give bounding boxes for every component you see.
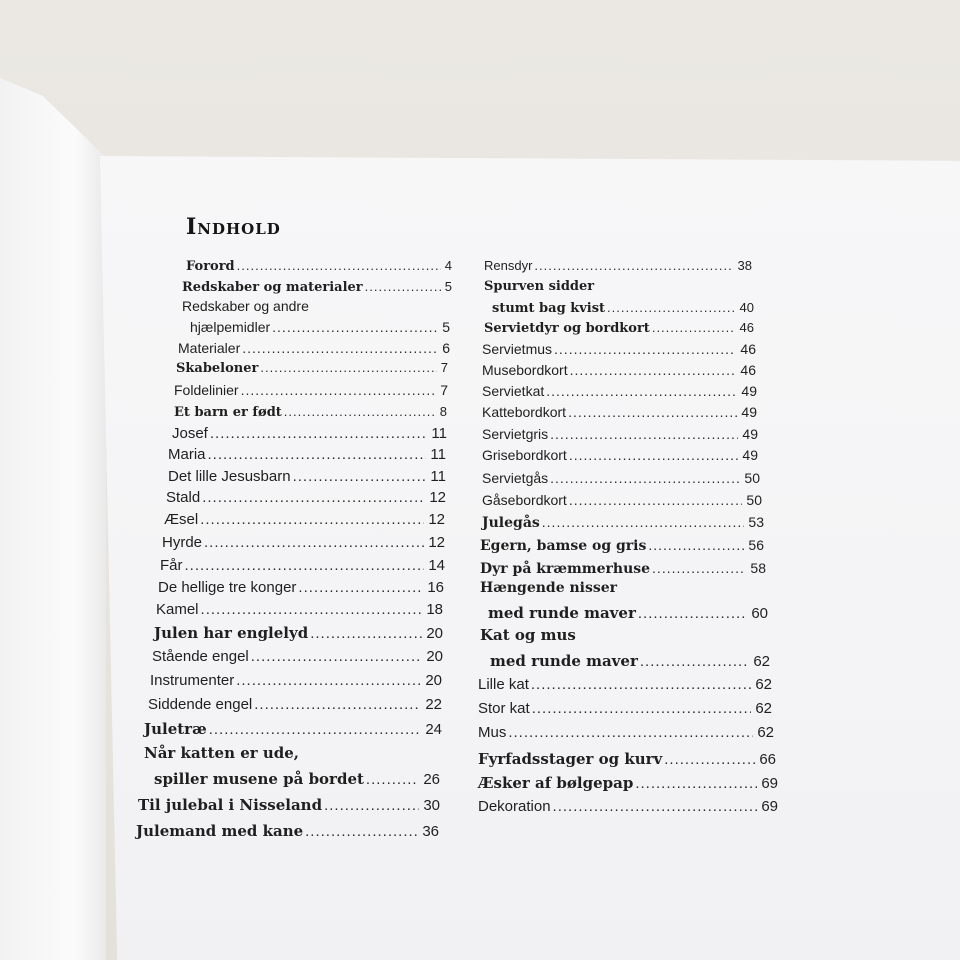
- toc-page-number: 12: [429, 489, 446, 506]
- toc-entry-julega-s: [482, 514, 764, 531]
- toc-page-number: 62: [753, 653, 770, 670]
- toc-page-number: 14: [428, 557, 445, 574]
- toc-entry-dekoration: [478, 798, 778, 815]
- toc-entry-label: Josef: [172, 425, 208, 442]
- toc-dot-leader: [200, 511, 424, 528]
- toc-dot-leader: [204, 534, 424, 551]
- toc-entry-hj-lpemidler: [190, 319, 450, 335]
- toc-entry-foldelinier: [174, 382, 448, 398]
- toc-dot-leader: [210, 425, 428, 442]
- toc-entry-label: Julemand med kane: [136, 822, 304, 840]
- toc-dot-leader: [237, 258, 441, 273]
- toc-dot-leader: [305, 823, 418, 840]
- toc-entry-kamel: [156, 601, 443, 618]
- toc-page-number: 11: [430, 446, 446, 463]
- toc-entry-forord: [186, 258, 452, 274]
- toc-page-number: 7: [440, 382, 448, 398]
- toc-dot-leader: [209, 721, 422, 738]
- toc-entry-label: Hyrde: [162, 534, 203, 551]
- toc-page-number: 50: [744, 470, 760, 486]
- toc-dot-leader: [570, 362, 737, 378]
- toc-page-number: 46: [739, 320, 754, 335]
- toc-entry-label: Materialer: [178, 340, 241, 356]
- toc-entry-stor-kat: [478, 700, 772, 717]
- toc-page-number: 49: [741, 383, 757, 399]
- toc-entry-dyr-pa-kr-mmerhuse: [480, 560, 766, 577]
- toc-entry-label: Juletræ: [144, 720, 207, 738]
- toc-entry-label: Julen har englelyd: [154, 624, 309, 642]
- toc-entry-label: De hellige tre konger: [158, 579, 297, 596]
- toc-entry-de-hellige-tre-konger: [158, 579, 444, 596]
- toc-entry-label: med runde maver: [490, 652, 638, 670]
- toc-page-number: 69: [761, 798, 778, 815]
- toc-entry-label: Stor kat: [478, 700, 530, 717]
- toc-page-number: 8: [439, 404, 447, 419]
- toc-page-number: 12: [428, 511, 445, 528]
- toc-page-number: 6: [442, 340, 450, 356]
- toc-entry-label: Gåsebordkort: [482, 492, 567, 508]
- toc-dot-leader: [569, 492, 743, 508]
- toc-dot-leader: [652, 560, 746, 576]
- toc-page-number: 4: [444, 258, 452, 273]
- toc-page-number: 20: [426, 648, 443, 665]
- toc-entry-label: Skabeloner: [176, 361, 259, 376]
- toc-entry-servietdyr-og-bordkort: [484, 320, 754, 336]
- toc-dot-leader: [366, 771, 419, 788]
- toc-entry-label: Servietdyr og bordkort: [484, 321, 650, 336]
- toc-page-number: 5: [442, 319, 450, 335]
- toc-entry-label: Stående engel: [152, 648, 249, 665]
- toc-dot-leader: [254, 696, 421, 713]
- toc-dot-leader: [635, 775, 757, 792]
- toc-page-number: 62: [755, 676, 772, 693]
- toc-entry-stald: [166, 489, 446, 506]
- toc-dot-leader: [241, 382, 437, 398]
- toc-page-number: 12: [428, 534, 445, 551]
- toc-page-number: 18: [426, 601, 443, 618]
- toc-dot-leader: [260, 360, 436, 375]
- toc-entry-rensdyr: [484, 258, 752, 273]
- toc-dot-leader: [284, 404, 436, 419]
- toc-entry-materialer: [178, 340, 450, 356]
- toc-page-number: 36: [422, 823, 439, 840]
- toc-dot-leader: [664, 751, 755, 768]
- toc-entry-label: Når katten er ude,: [144, 744, 300, 762]
- toc-page-number: 22: [425, 696, 442, 713]
- toc-entry-josef: [172, 425, 447, 442]
- toc-dot-leader: [550, 470, 740, 486]
- toc-dot-leader: [542, 514, 745, 530]
- toc-entry-til-julebal-i-nisseland: [138, 796, 440, 814]
- toc-entry-label: Lille kat: [478, 676, 529, 693]
- toc-entry-stumt-bag-kvist: [492, 300, 754, 316]
- toc-page-number: 58: [750, 560, 766, 576]
- toc-dot-leader: [550, 426, 738, 442]
- toc-dot-leader: [242, 340, 438, 356]
- toc-page-number: 5: [444, 279, 452, 294]
- toc-entry-spiller-musene-pa-bordet: [154, 770, 440, 788]
- toc-page-number: 69: [761, 775, 778, 792]
- toc-entry-grisebordkort: [482, 447, 758, 463]
- toc-entry-mus: [478, 724, 774, 741]
- toc-entry-label: Det lille Jesusbarn: [168, 468, 291, 485]
- toc-entry-na-r-katten-er-ude: [144, 744, 299, 762]
- toc-entry-instrumenter: [150, 672, 442, 689]
- toc-dot-leader: [648, 537, 744, 553]
- toc-dot-leader: [272, 319, 438, 335]
- toc-dot-leader: [508, 724, 753, 741]
- toc-page-number: 62: [757, 724, 774, 741]
- toc-entry-servietkat: [482, 383, 757, 399]
- toc-entry-label: Æsker af bølgepap: [478, 774, 634, 792]
- toc-entry-ga-sebordkort: [482, 492, 762, 508]
- toc-entry-label: Får: [160, 557, 183, 574]
- toc-entry-label: Forord: [186, 259, 235, 274]
- toc-entry-hyrde: [162, 534, 445, 551]
- toc-page-number: 11: [431, 425, 447, 442]
- toc-entry-label: Maria: [168, 446, 206, 463]
- toc-page-number: 30: [423, 797, 440, 814]
- toc-entry-det-lille-jesusbarn: [168, 468, 446, 485]
- toc-dot-leader: [251, 648, 423, 665]
- toc-entry-label: Redskaber og andre: [182, 298, 309, 314]
- toc-entry-spurven-sidder: [484, 279, 594, 294]
- toc-page-number: 26: [423, 771, 440, 788]
- toc-entry-label: hjælpemidler: [190, 319, 271, 335]
- toc-entry-med-runde-maver: [490, 652, 770, 670]
- toc-page-number: 62: [755, 700, 772, 717]
- toc-entry-sta-ende-engel: [152, 648, 443, 665]
- toc-dot-leader: [532, 700, 752, 717]
- toc-entry-label: Kattebordkort: [482, 404, 567, 420]
- toc-entry-redskaber-og-materialer: [182, 279, 452, 295]
- toc-page-number: 56: [748, 537, 764, 553]
- toc-entry-label: Kat og mus: [480, 626, 576, 644]
- toc-entry-label: Grisebordkort: [482, 447, 567, 463]
- toc-entry-label: Egern, bamse og gris: [480, 538, 647, 554]
- toc-entry-label: stumt bag kvist: [492, 301, 606, 316]
- toc-page-number: 7: [440, 360, 448, 375]
- toc-page-number: 40: [739, 300, 754, 315]
- toc-entry-juletr: [144, 720, 442, 738]
- toc-dot-leader: [607, 300, 736, 315]
- toc-entry-label: Foldelinier: [174, 382, 239, 398]
- toc-entry-label: Instrumenter: [150, 672, 235, 689]
- toc-dot-leader: [546, 383, 737, 399]
- toc-entry-label: Kamel: [156, 601, 199, 618]
- toc-entry-med-runde-maver: [488, 604, 768, 622]
- toc-entry-fyrfadsstager-og-kurv: [478, 750, 776, 768]
- toc-entry-julen-har-englelyd: [154, 624, 443, 642]
- toc-dot-leader: [298, 579, 423, 596]
- toc-page-number: 16: [427, 579, 444, 596]
- toc-entry-label: Rensdyr: [484, 258, 533, 273]
- toc-dot-leader: [534, 258, 733, 273]
- toc-page-number: 20: [425, 672, 442, 689]
- toc-dot-leader: [324, 797, 419, 814]
- toc-dot-leader: [201, 601, 423, 618]
- toc-dot-leader: [208, 446, 427, 463]
- toc-dot-leader: [293, 468, 427, 485]
- page-title: Indhold: [186, 214, 281, 240]
- toc-entry-et-barn-er-f-dt: [174, 404, 447, 420]
- toc-entry-kat-og-mus: [480, 626, 576, 644]
- toc-dot-leader: [365, 279, 441, 294]
- toc-entry-label: Mus: [478, 724, 507, 741]
- toc-dot-leader: [652, 320, 736, 335]
- toc-entry-label: Fyrfadsstager og kurv: [478, 750, 663, 768]
- toc-entry-redskaber-og-andre: [182, 298, 309, 314]
- toc-page-number: 20: [426, 625, 443, 642]
- toc-page-number: 50: [746, 492, 762, 508]
- toc-page-number: 11: [430, 468, 446, 485]
- toc-entry-label: Til julebal i Nisseland: [138, 796, 323, 814]
- toc-entry-servietgris: [482, 426, 758, 442]
- toc-dot-leader: [185, 557, 425, 574]
- toc-dot-leader: [568, 404, 737, 420]
- toc-entry-label: Siddende engel: [148, 696, 253, 713]
- toc-entry-lille-kat: [478, 676, 772, 693]
- toc-entry-maria: [168, 446, 446, 463]
- toc-entry-kattebordkort: [482, 404, 757, 420]
- toc-page-number: 49: [742, 447, 758, 463]
- toc-entry-fa-r: [160, 557, 445, 574]
- toc-entry-egern-bamse-og-gris: [480, 537, 764, 554]
- toc-entry-label: Dekoration: [478, 798, 551, 815]
- toc-dot-leader: [236, 672, 421, 689]
- toc-entry-label: Et barn er født: [174, 405, 282, 420]
- toc-dot-leader: [640, 653, 749, 670]
- toc-dot-leader: [554, 341, 736, 357]
- toc-dot-leader: [310, 625, 422, 642]
- toc-dot-leader: [569, 447, 739, 463]
- toc-entry-label: Spurven sidder: [484, 279, 595, 294]
- toc-entry-label: Servietgås: [482, 470, 549, 486]
- toc-entry-label: Stald: [166, 489, 201, 506]
- toc-dot-leader: [202, 489, 425, 506]
- toc-entry-sel: [164, 511, 445, 528]
- toc-entry-sker-af-b-lgepap: [478, 774, 778, 792]
- toc-page-number: 49: [742, 426, 758, 442]
- toc-entry-musebordkort: [482, 362, 756, 378]
- toc-page-number: 66: [759, 751, 776, 768]
- toc-entry-siddende-engel: [148, 696, 442, 713]
- toc-entry-label: Musebordkort: [482, 362, 568, 378]
- toc-entry-label: Julegås: [482, 515, 540, 531]
- toc-dot-leader: [638, 605, 747, 622]
- toc-entry-label: Servietmus: [482, 341, 553, 357]
- toc-dot-leader: [553, 798, 758, 815]
- toc-entry-skabeloner: [176, 360, 448, 376]
- toc-entry-label: Redskaber og materialer: [182, 280, 363, 295]
- toc-page-number: 38: [737, 258, 752, 273]
- toc-page-number: 53: [748, 514, 764, 530]
- toc-entry-servietmus: [482, 341, 756, 357]
- toc-entry-julemand-med-kane: [136, 822, 439, 840]
- toc-entry-label: Hængende nisser: [480, 580, 618, 596]
- toc-entry-servietga-s: [482, 470, 760, 486]
- toc-entry-label: Servietkat: [482, 383, 545, 399]
- toc-page-number: 46: [740, 341, 756, 357]
- toc-page-number: 60: [751, 605, 768, 622]
- toc-entry-label: spiller musene på bordet: [154, 770, 364, 788]
- toc-entry-label: Æsel: [164, 511, 199, 528]
- toc-entry-h-ngende-nisser: [480, 580, 617, 596]
- toc-entry-label: med runde maver: [488, 604, 636, 622]
- toc-entry-label: Servietgris: [482, 426, 549, 442]
- toc-page-number: 24: [425, 721, 442, 738]
- toc-entry-label: Dyr på kræmmerhuse: [480, 561, 651, 577]
- toc-dot-leader: [531, 676, 751, 693]
- toc-page-number: 49: [741, 404, 757, 420]
- toc-page-number: 46: [740, 362, 756, 378]
